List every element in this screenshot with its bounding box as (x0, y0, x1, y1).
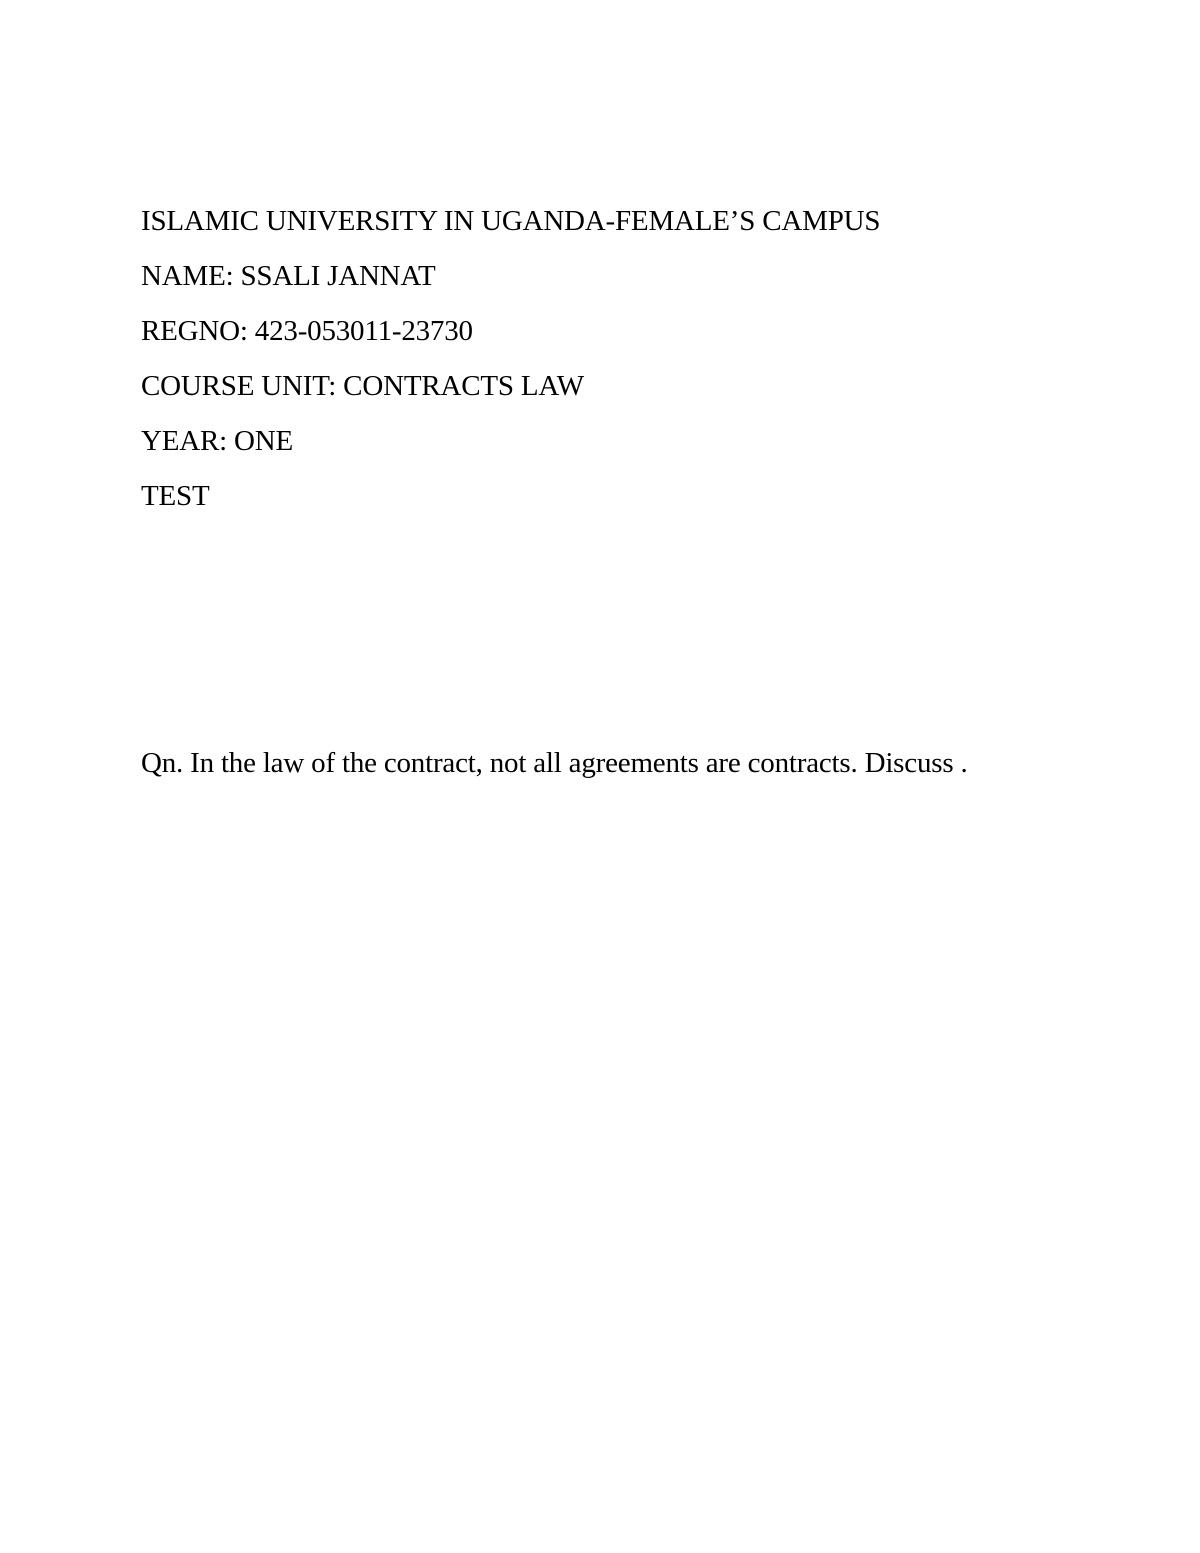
student-name: NAME: SSALI JANNAT (141, 260, 436, 292)
university-title: ISLAMIC UNIVERSITY IN UGANDA-FEMALE’S CAMPUS (141, 205, 881, 237)
test-label: TEST (141, 480, 210, 512)
cover-header (141, 194, 1121, 524)
course-unit: COURSE UNIT: CONTRACTS LAW (141, 370, 584, 402)
question-text: Qn. In the law of the contract, not all agreements are contracts. Discuss . (141, 747, 968, 779)
registration-number: REGNO: 423-053011-23730 (141, 315, 473, 347)
study-year: YEAR: ONE (141, 425, 294, 457)
